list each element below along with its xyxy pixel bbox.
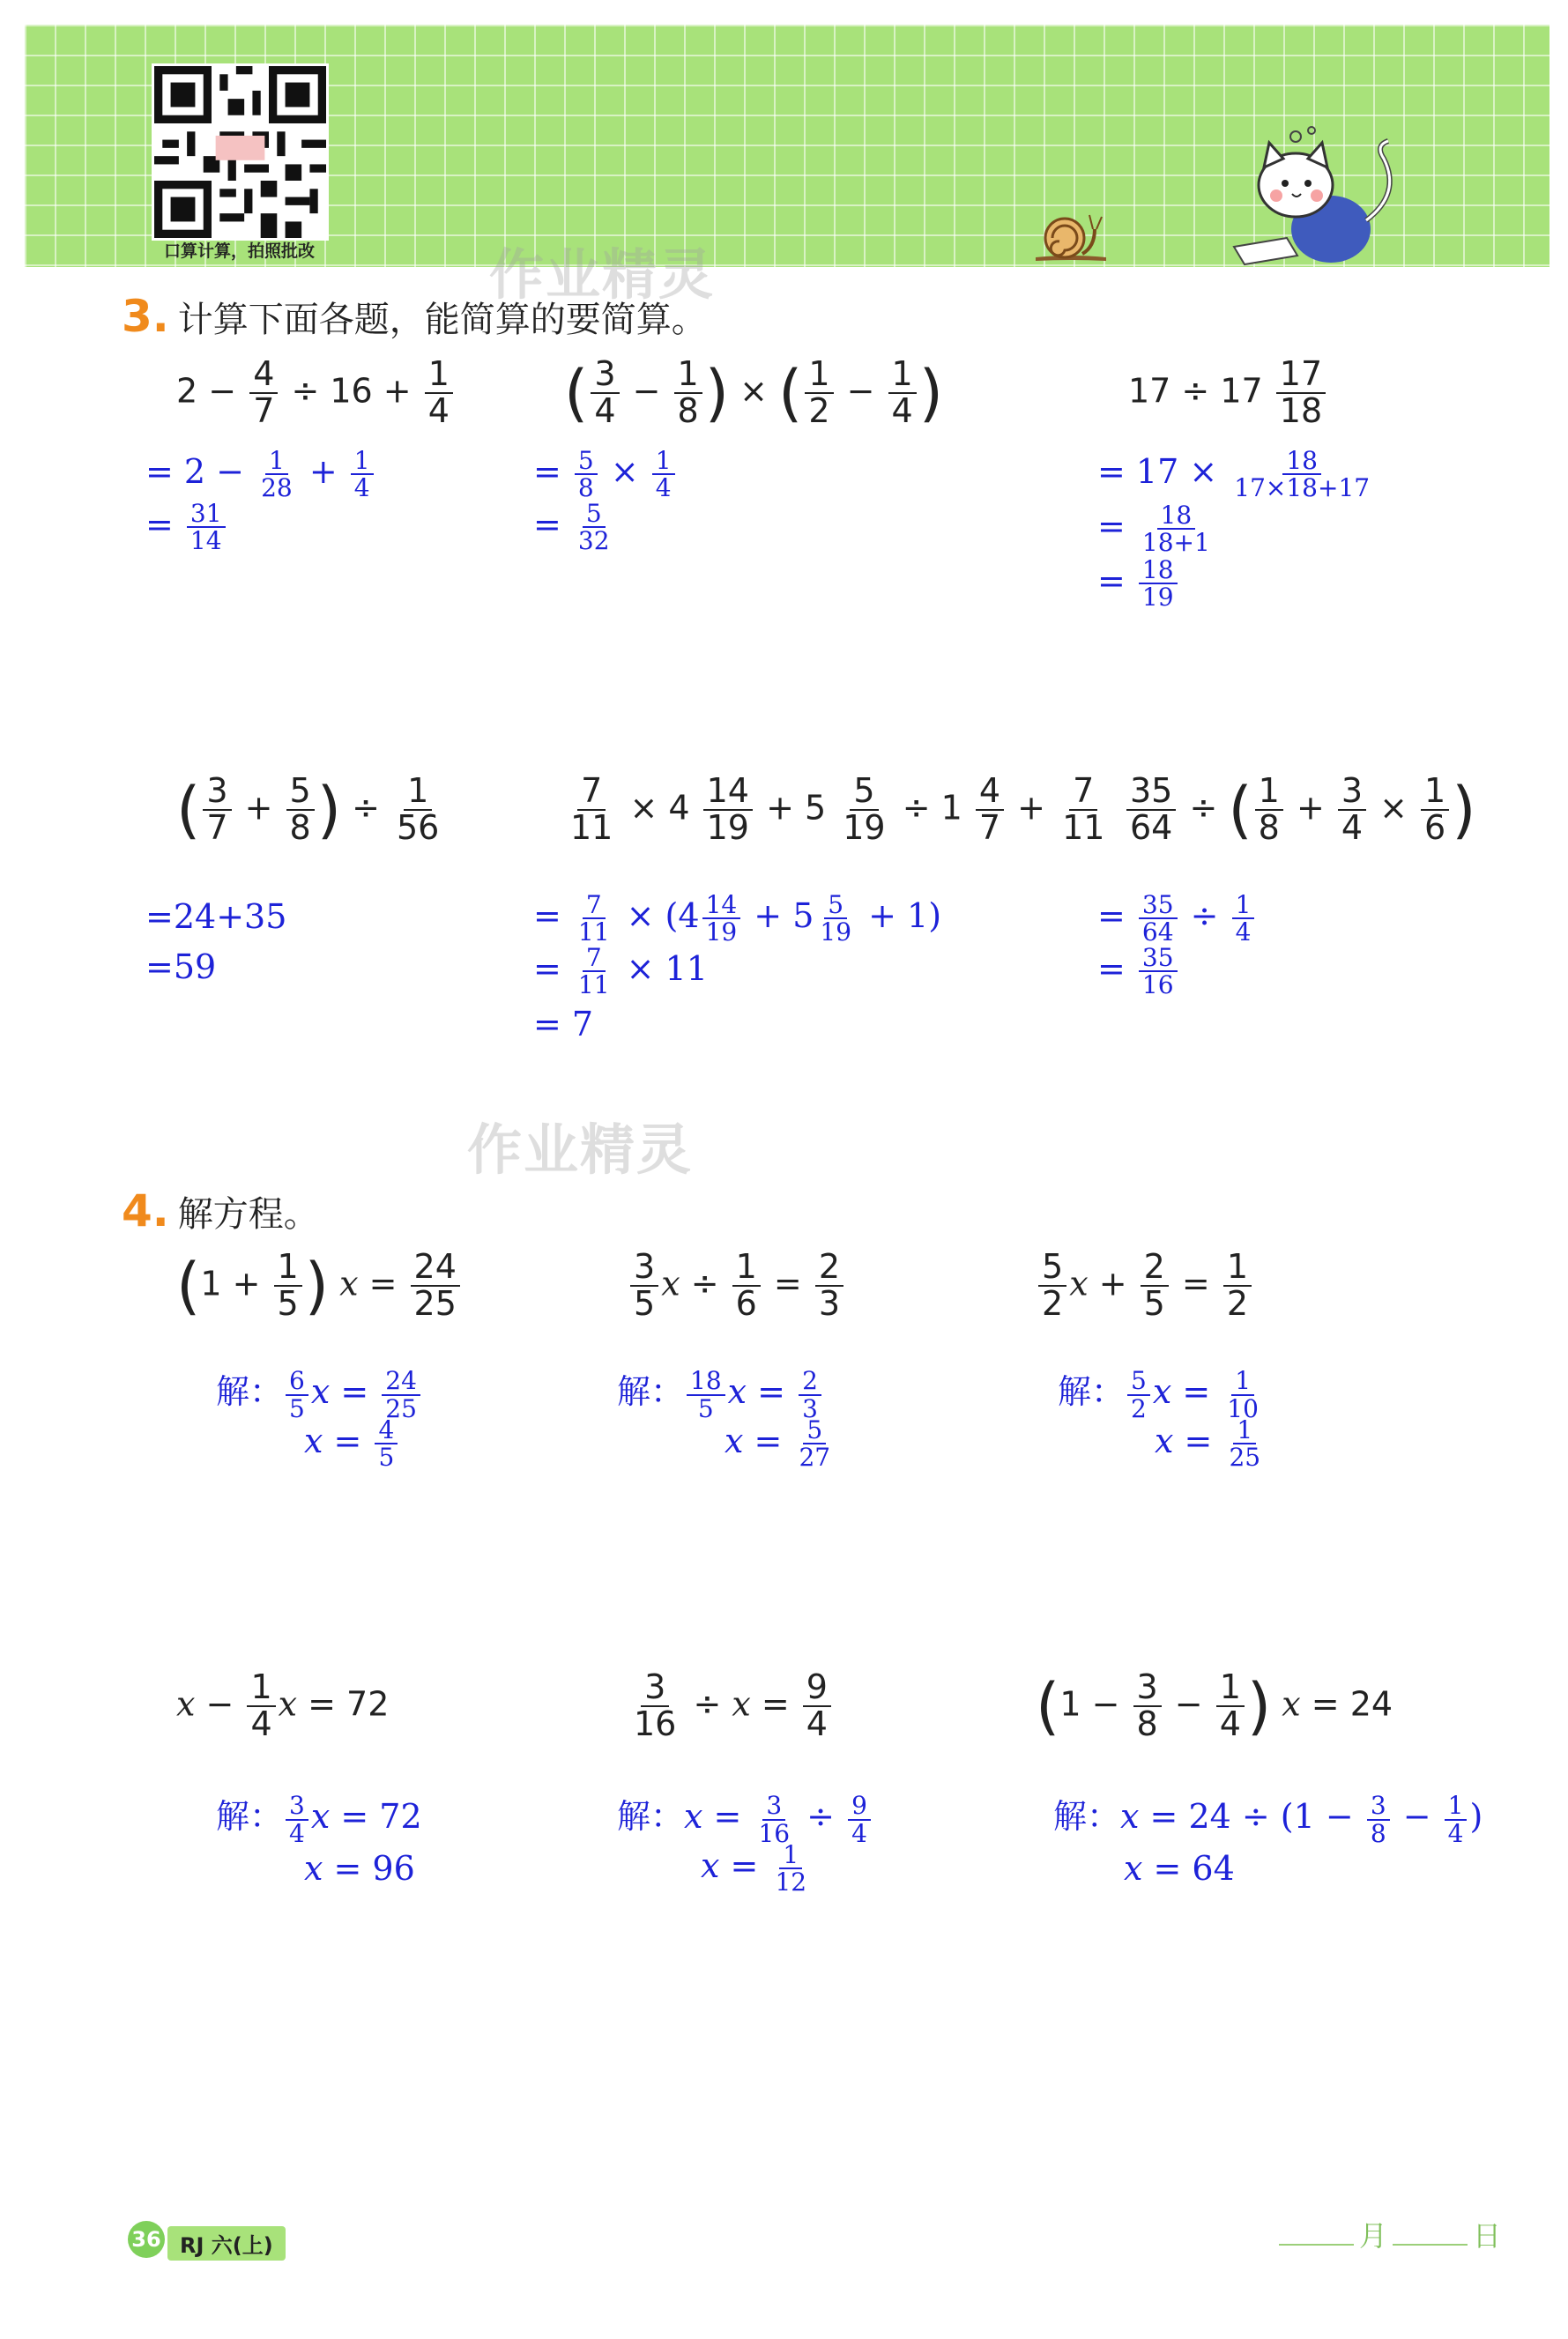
- section-4-title: [122, 1185, 319, 1236]
- solution-4-3-line-2: x = $\frac{1}{25}$: [1155, 1415, 1261, 1473]
- problem-3-4: ( $\frac{3}{7}$ + $\frac{5}{8}$ ) ÷ $\frac{1}{56}$: [176, 771, 440, 847]
- month-label: 月: [1359, 2219, 1388, 2253]
- answer-3-4-line-1: =24+35: [145, 897, 287, 936]
- equation-4-3: $\frac{5}{2}$ x + $\frac{2}{5}$ = $\frac{1}{2}$: [1036, 1250, 1254, 1322]
- page-number: 36: [128, 2221, 165, 2258]
- snail-illustration: [1031, 203, 1111, 264]
- equation-4-6: (1 − $\frac{3}{8}$ − $\frac{1}{4}$ ) x = 24: [1036, 1667, 1393, 1743]
- qr-caption: 口算计算，拍照批改: [164, 241, 316, 261]
- answer-3-3-line-2: = $\frac{18}{18+1}$: [1097, 501, 1210, 558]
- answer-3-1-line-2: = $\frac{31}{14}$: [145, 501, 228, 554]
- answer-3-3-line-1: = 17 × $\frac{18}{17\times 18+17}$: [1097, 446, 1371, 503]
- section-4-number: 4.: [122, 1185, 169, 1236]
- problem-3-5: $\frac{7}{11}$ × 4 $\frac{14}{19}$ + 5 $\frac{5}{19}$ ÷ 1 $\frac{4}{7}$ + $\frac{7}{11}$: [570, 771, 1105, 847]
- day-label: 日: [1473, 2219, 1502, 2253]
- answer-3-6-line-2: = $\frac{35}{16}$: [1097, 945, 1180, 999]
- answer-3-5-line-1: = $\frac{7}{11}$ × (4 $\frac{14}{19}$ + 5 $\frac{5}{19}$ + 1): [533, 890, 942, 947]
- equation-4-1: (1 + $\frac{1}{5}$ ) x = $\frac{24}{25}$: [176, 1250, 463, 1322]
- solution-4-4-line-1: 解： $\frac{3}{4}$ x = 72: [216, 1791, 422, 1848]
- answer-3-1-line-1: = 2 − $\frac{1}{28}$ + $\frac{1}{4}$: [145, 448, 376, 501]
- section-4-label: 解方程。: [177, 1194, 319, 1235]
- equation-4-2: $\frac{3}{5}$ x ÷ $\frac{1}{6}$ = $\frac{2}{3}$: [628, 1250, 846, 1322]
- date-field: [1274, 2214, 1501, 2254]
- grade-label: RJ 六(上): [167, 2226, 286, 2261]
- watermark: 作业精灵: [467, 1118, 694, 1182]
- problem-3-1: 2 − $\frac{4}{7}$ ÷ 16 + $\frac{1}{4}$: [176, 357, 456, 429]
- solution-4-6-line-2: x = 64: [1124, 1849, 1235, 1888]
- day-blank[interactable]: [1393, 2244, 1468, 2246]
- solution-4-6-line-1: 解：x = 24 ÷ (1 − $\frac{3}{8}$ − $\frac{1}{4}$ ): [1053, 1791, 1483, 1848]
- answer-3-2-line-2: = $\frac{5}{32}$: [533, 499, 610, 556]
- solution-4-5-line-1: 解：x = $\frac{3}{16}$ ÷ $\frac{9}{4}$: [617, 1789, 873, 1846]
- equation-4-5: $\frac{3}{16}$ ÷ x = $\frac{9}{4}$: [628, 1670, 834, 1742]
- month-blank[interactable]: [1279, 2244, 1354, 2246]
- problem-3-6: $\frac{35}{64}$ ÷ ( $\frac{1}{8}$ + $\frac{3}{4}$ × $\frac{1}{6}$ ): [1124, 774, 1476, 846]
- answer-3-5-line-3: = 7: [533, 1005, 594, 1043]
- solution-4-5-line-2: x = $\frac{1}{12}$: [701, 1840, 807, 1897]
- answer-3-6-line-1: = $\frac{35}{64}$ ÷ $\frac{1}{4}$: [1097, 892, 1257, 946]
- answer-3-3-line-3: = $\frac{18}{19}$: [1097, 557, 1180, 611]
- section-3-title: [122, 291, 707, 342]
- solution-4-2-line-2: x = $\frac{5}{27}$: [725, 1415, 831, 1473]
- problem-3-3: 17 ÷ 17 $\frac{17}{18}$: [1128, 357, 1328, 429]
- section-3-number: 3.: [122, 291, 169, 342]
- answer-3-5-line-2: = $\frac{7}{11}$ × 11: [533, 943, 708, 1000]
- answer-3-4-line-2: =59: [145, 947, 217, 986]
- solution-4-1-line-2: x = $\frac{4}{5}$: [304, 1417, 400, 1471]
- solution-4-2-line-1: 解： $\frac{18}{5}$ x = $\frac{2}{3}$: [617, 1364, 824, 1422]
- cat-illustration: [1199, 123, 1410, 273]
- qr-code[interactable]: [152, 63, 329, 241]
- problem-3-2: ( $\frac{3}{4}$ − $\frac{1}{8}$ ) × ( $\frac{1}{2}$ − $\frac{1}{4}$ ): [564, 354, 943, 430]
- section-3-label: 计算下面各题，能简算的要简算。: [177, 300, 707, 340]
- watermark: 作业精灵: [489, 242, 716, 307]
- solution-4-4-line-2: x = 96: [304, 1849, 415, 1888]
- equation-4-4: x − $\frac{1}{4}$ x = 72: [176, 1667, 390, 1743]
- solution-4-3-line-1: 解： $\frac{5}{2}$ x = $\frac{1}{10}$: [1058, 1366, 1259, 1423]
- solution-4-1-line-1: 解： $\frac{6}{5}$ x = $\frac{24}{25}$: [216, 1364, 423, 1422]
- answer-3-2-line-1: = $\frac{5}{8}$ × $\frac{1}{4}$: [533, 448, 678, 501]
